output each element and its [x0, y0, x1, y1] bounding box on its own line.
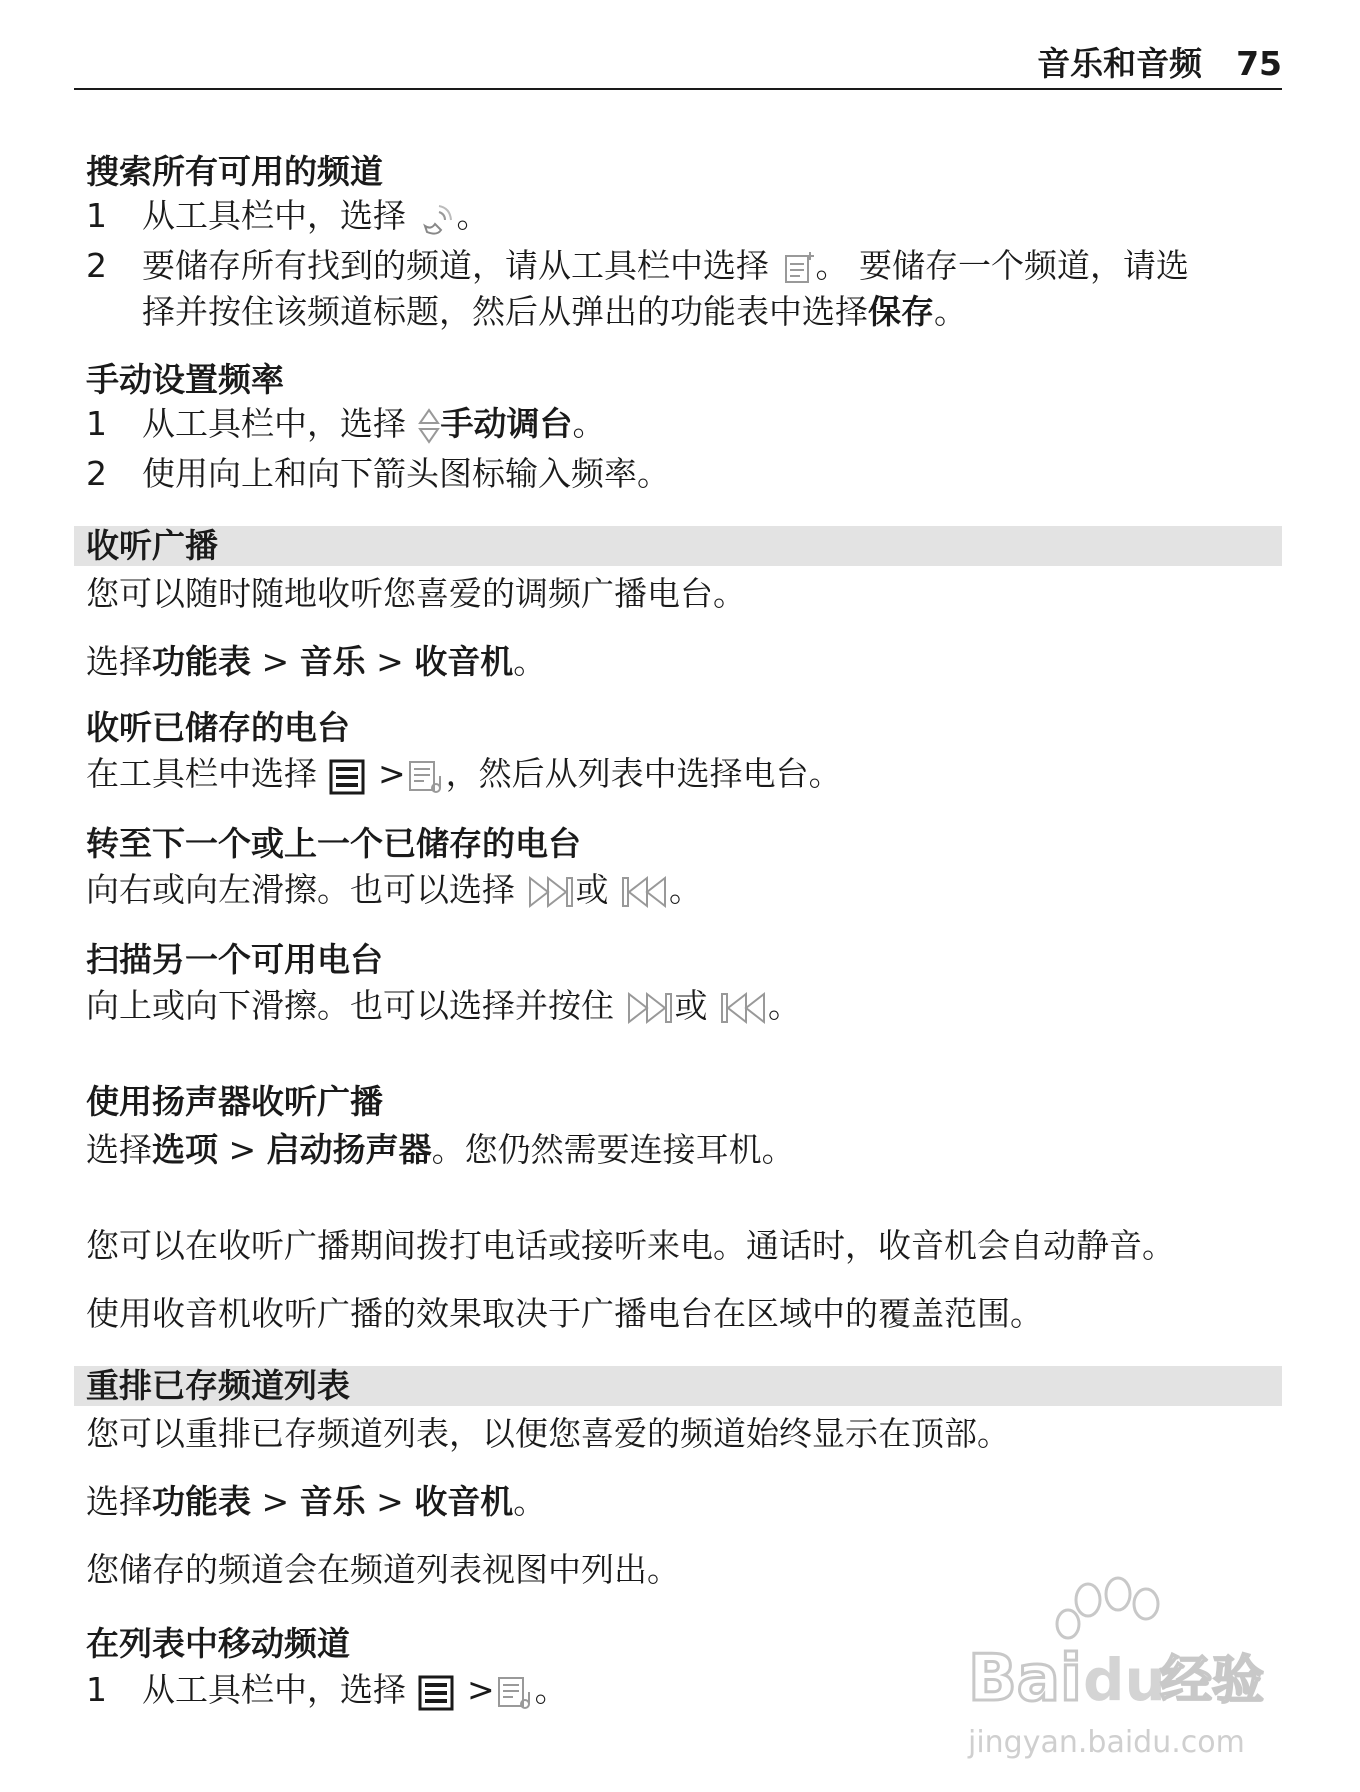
step-text: 择并按住该频道标题，然后从弹出的功能表中选择: [142, 292, 868, 331]
heading-next-prev-station: 转至下一个或上一个已储存的电台: [86, 824, 581, 863]
text: 或: [575, 870, 609, 909]
previous-icon: [619, 872, 669, 912]
section-band-listen-radio: [74, 526, 1282, 566]
paragraph: [86, 986, 801, 1028]
menu-term: 功能表: [152, 1482, 251, 1521]
paragraph: 使用收音机收听广播的效果取决于广播电台在区域中的覆盖范围。: [86, 1294, 1043, 1333]
separator: >: [251, 642, 300, 681]
separator: >: [367, 754, 406, 793]
punct: 。: [572, 404, 606, 443]
punct: 。: [669, 870, 702, 909]
punct: 。: [456, 196, 490, 235]
paw-logo-icon: [1057, 1578, 1158, 1638]
text: 向上或向下滑擦。也可以选择并按住: [86, 986, 614, 1025]
punct: 。: [513, 1482, 547, 1521]
menu-term: 启动扬声器: [266, 1130, 432, 1169]
heading-search-channels: 搜索所有可用的频道: [86, 152, 383, 191]
separator: >: [251, 1482, 300, 1521]
paragraph: 您可以在收听广播期间拨打电话或接听来电。通话时，收音机会自动静音。: [86, 1226, 1175, 1265]
step-2: [86, 246, 1276, 338]
step-number: 1: [86, 1670, 107, 1709]
watermark-url: jingyan.baidu.com: [968, 1725, 1245, 1760]
menu-term: 选项: [152, 1130, 218, 1169]
paragraph: [86, 870, 702, 912]
step-number: 1: [86, 404, 107, 443]
text: 或: [674, 986, 708, 1025]
band-title: 重排已存频道列表: [86, 1366, 350, 1405]
step-number: 2: [86, 246, 107, 285]
scan-icon: [417, 200, 457, 236]
band-title: 收听广播: [86, 526, 218, 565]
separator: >: [365, 642, 415, 681]
baidu-jingyan-watermark: [938, 1572, 1268, 1772]
text: 选择: [86, 1130, 152, 1169]
next-icon: [526, 872, 576, 912]
separator: >: [365, 1482, 415, 1521]
text: 在工具栏中选择: [86, 754, 317, 793]
paragraph: 您储存的频道会在频道列表视图中列出。: [86, 1550, 680, 1589]
up-down-arrow-icon: [417, 406, 441, 446]
text: 选择: [86, 642, 152, 681]
menu-path: [86, 1130, 795, 1170]
menu-term-manual-tune: 手动调台: [440, 404, 573, 443]
text: ，然后从列表中选择电台。: [445, 754, 842, 793]
menu-term: 音乐: [299, 1482, 366, 1521]
paragraph: 您可以随时随地收听您喜爱的调频广播电台。: [86, 574, 746, 613]
watermark-brand: Bai: [968, 1642, 1082, 1716]
menu-term: 收音机: [414, 642, 514, 681]
punct: 。: [768, 986, 801, 1025]
separator: >: [456, 1670, 495, 1709]
separator: >: [218, 1130, 267, 1169]
step-text: 从工具栏中，选择: [142, 1670, 406, 1709]
next-icon: [625, 988, 675, 1028]
step-text: 。 要储存一个频道，请选: [815, 246, 1189, 285]
watermark-cn: 经验: [1160, 1651, 1265, 1711]
heading-move-channel: 在列表中移动频道: [86, 1624, 350, 1663]
text: 向右或向左滑擦。也可以选择: [86, 870, 515, 909]
paragraph: 您可以重排已存频道列表，以便您喜爱的频道始终显示在顶部。: [86, 1414, 1010, 1453]
menu-term-save: 保存: [868, 292, 934, 331]
step-text: 使用向上和向下箭头图标输入频率。: [142, 454, 670, 493]
punct: 。: [534, 1670, 568, 1709]
menu-icon: [328, 756, 368, 796]
watermark-brand2: du: [1083, 1646, 1166, 1714]
text: 选择: [86, 1482, 152, 1521]
menu-term: 功能表: [152, 642, 251, 681]
step-text: 要储存所有找到的频道，请从工具栏中选择: [142, 246, 769, 285]
step-number: 1: [86, 196, 107, 235]
step-text: 从工具栏中，选择: [142, 404, 406, 443]
heading-scan-station: 扫描另一个可用电台: [86, 940, 383, 979]
punct: 。: [513, 642, 547, 681]
step-text: 从工具栏中，选择: [142, 196, 406, 235]
text: 。您仍然需要连接耳机。: [431, 1130, 795, 1169]
section-band-reorder-list: [74, 1366, 1282, 1406]
previous-icon: [718, 988, 768, 1028]
paragraph: [86, 754, 842, 796]
menu-term: 收音机: [414, 1482, 514, 1521]
menu-path: [86, 1482, 546, 1522]
page-header: [74, 44, 1282, 90]
step-number: 2: [86, 454, 107, 493]
punct: 。: [934, 292, 967, 331]
header-title: 音乐和音频: [1037, 44, 1203, 83]
menu-path: [86, 642, 546, 682]
menu-icon: [417, 1672, 457, 1712]
channel-list-icon: [495, 1672, 535, 1712]
menu-term: 音乐: [299, 642, 366, 681]
heading-speaker: 使用扬声器收听广播: [86, 1082, 383, 1121]
channel-list-icon: [406, 756, 446, 796]
heading-stored-stations: 收听已储存的电台: [86, 708, 350, 747]
page-number: 75: [1236, 44, 1282, 83]
save-all-icon: [780, 250, 816, 286]
heading-manual-frequency: 手动设置频率: [86, 360, 284, 399]
